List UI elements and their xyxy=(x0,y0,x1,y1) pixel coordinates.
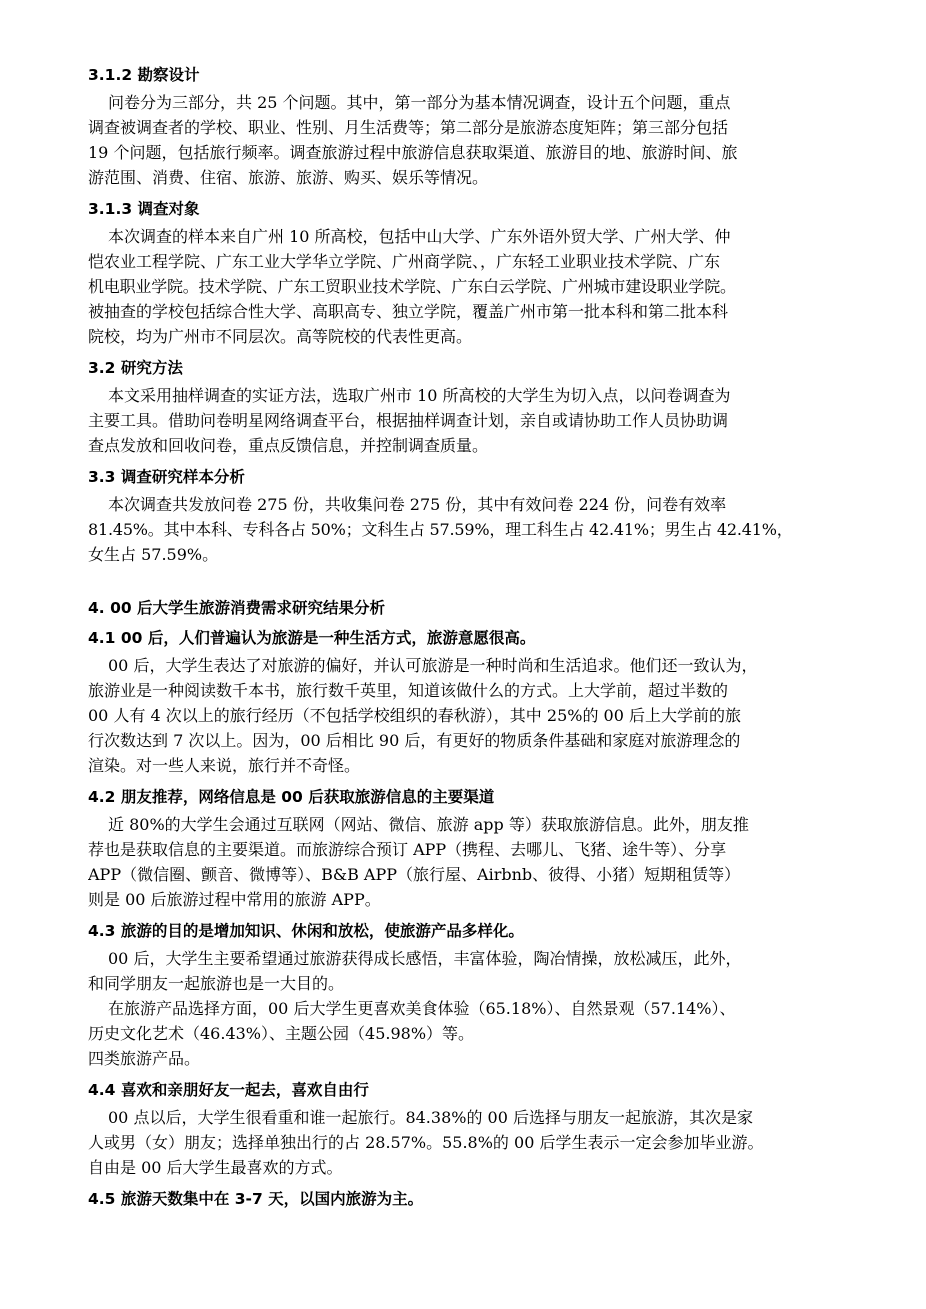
section-paragraph-3-3 xyxy=(88,492,850,567)
text-line: 机电职业学院。技术学院、广东工贸职业技术学院、广东白云学院、广州城市建设职业学院。 xyxy=(88,277,736,296)
chapter-heading-4: 4. 00 后大学生旅游消费需求研究结果分析 xyxy=(88,599,386,617)
text-line: 行次数达到 7 次以上。因为，00 后相比 90 后，有更好的物质条件基础和家庭对旅游理念的 xyxy=(88,731,741,750)
section-paragraph-4-4 xyxy=(88,1105,850,1180)
text-line: 女生占 57.59%。 xyxy=(88,545,219,564)
section-heading-4-1: 4.1 00 后，人们普遍认为旅游是一种生活方式，旅游意愿很高。 xyxy=(88,629,536,647)
section-paragraph-4-3 xyxy=(88,946,850,1071)
text-line: 近 80%的大学生会通过互联网（网站、微信、旅游 app 等）获取旅游信息。此外，朋友推 xyxy=(108,815,749,834)
text-line: 四类旅游产品。 xyxy=(88,1049,201,1068)
text-line: 院校，均为广州市不同层次。高等院校的代表性更高。 xyxy=(88,327,473,346)
text-line: 历史文化艺术（46.43%）、主题公园（45.98%）等。 xyxy=(88,1024,475,1043)
section-heading-3-3: 3.3 调查研究样本分析 xyxy=(88,468,245,486)
section-paragraph-3-1-3 xyxy=(88,224,850,349)
text-line: 在旅游产品选择方面，00 后大学生更喜欢美食体验（65.18%）、自然景观（57.14%）、 xyxy=(108,999,736,1018)
text-line: 主要工具。借助问卷明星网络调查平台，根据抽样调查计划，亲自或请协助工作人员协助调 xyxy=(88,411,729,430)
text-line: 恺农业工程学院、广东工业大学华立学院、广州商学院、，广东轻工业职业技术学院、广东 xyxy=(88,252,721,271)
section-heading-3-2: 3.2 研究方法 xyxy=(88,359,183,377)
section-paragraph-4-2 xyxy=(88,812,850,912)
section-heading-4-3: 4.3 旅游的目的是增加知识、休闲和放松，使旅游产品多样化。 xyxy=(88,922,524,940)
section-heading-3-1-2: 3.1.2 勘察设计 xyxy=(88,66,200,84)
section-heading-3-1-3: 3.1.3 调查对象 xyxy=(88,200,200,218)
section-heading-4-5: 4.5 旅游天数集中在 3-7 天，以国内旅游为主。 xyxy=(88,1190,424,1208)
text-line: 游范围、消费、住宿、旅游、旅游、购买、娱乐等情况。 xyxy=(88,168,489,187)
text-line: 00 后，大学生主要希望通过旅游获得成长感悟，丰富体验，陶冶情操，放松减压，此外， xyxy=(108,949,742,968)
text-line: 本文采用抽样调查的实证方法，选取广州市 10 所高校的大学生为切入点，以问卷调查为 xyxy=(108,386,731,405)
section-paragraph-3-2 xyxy=(88,383,850,458)
section-paragraph-4-1 xyxy=(88,653,850,778)
text-line: 调查被调查者的学校、职业、性别、月生活费等；第二部分是旅游态度矩阵；第三部分包括 xyxy=(88,118,729,137)
section-heading-4-4: 4.4 喜欢和亲朋好友一起去，喜欢自由行 xyxy=(88,1081,369,1099)
text-line: 则是 00 后旅游过程中常用的旅游 APP。 xyxy=(88,890,381,909)
text-line: 人或男（女）朋友；选择单独出行的占 28.57%。55.8%的 00 后学生表示一定会参加毕业游。 xyxy=(88,1133,764,1152)
document-page xyxy=(88,62,850,1210)
section-paragraph-3-1-2 xyxy=(88,90,850,190)
section-heading-4-2: 4.2 朋友推荐，网络信息是 00 后获取旅游信息的主要渠道 xyxy=(88,788,495,806)
text-line: 00 后，大学生表达了对旅游的偏好，并认可旅游是一种时尚和生活追求。他们还一致认为， xyxy=(108,656,758,675)
text-line: 19 个问题，包括旅行频率。调查旅游过程中旅游信息获取渠道、旅游目的地、旅游时间、旅 xyxy=(88,143,738,162)
text-line: APP（微信圈、颤音、微博等）、B&B APP（旅行屋、Airbnb、彼得、小猪）短期租赁等） xyxy=(88,865,741,884)
text-line: 本次调查共发放问卷 275 份，共收集问卷 275 份，其中有效问卷 224 份，问卷有效率 xyxy=(108,495,727,514)
text-line: 00 人有 4 次以上的旅行经历（不包括学校组织的春秋游），其中 25%的 00 后上大学前的旅 xyxy=(88,706,741,725)
text-line: 荐也是获取信息的主要渠道。而旅游综合预订 APP（携程、去哪儿、飞猪、途牛等）、分享 xyxy=(88,840,727,859)
text-line: 本次调查的样本来自广州 10 所高校，包括中山大学、广东外语外贸大学、广州大学、仲 xyxy=(108,227,731,246)
text-line: 旅游业是一种阅读数千本书，旅行数千英里，知道该做什么的方式。上大学前，超过半数的 xyxy=(88,681,729,700)
text-line: 自由是 00 后大学生最喜欢的方式。 xyxy=(88,1158,343,1177)
text-line: 渲染。对一些人来说，旅行并不奇怪。 xyxy=(88,756,361,775)
text-line: 被抽查的学校包括综合性大学、高职高专、独立学院，覆盖广州市第一批本科和第二批本科 xyxy=(88,302,729,321)
text-line: 和同学朋友一起旅游也是一大目的。 xyxy=(88,974,345,993)
text-line: 问卷分为三部分，共 25 个问题。其中，第一部分为基本情况调查，设计五个问题，重点 xyxy=(108,93,731,112)
text-line: 00 点以后，大学生很看重和谁一起旅行。84.38%的 00 后选择与朋友一起旅游，其次是家 xyxy=(108,1108,753,1127)
text-line: 查点发放和回收问卷，重点反馈信息，并控制调查质量。 xyxy=(88,436,489,455)
text-line: 81.45%。其中本科、专科各占 50%；文科生占 57.59%，理工科生占 42.41%；男生占 42.41%， xyxy=(88,520,793,539)
